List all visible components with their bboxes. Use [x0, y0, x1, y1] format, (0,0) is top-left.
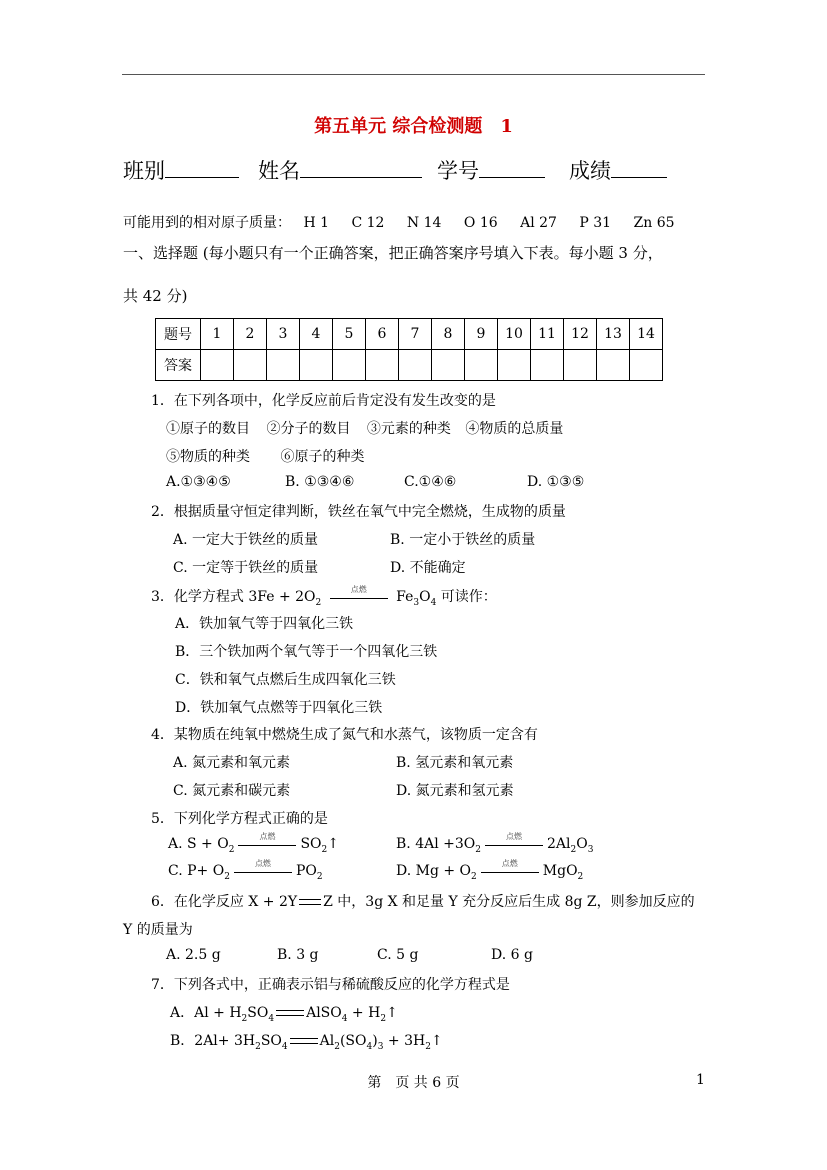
answer-cell[interactable]: [564, 350, 597, 381]
info-class: [123, 155, 239, 185]
q-number: 10: [498, 319, 531, 350]
q5-option-b[interactable]: B. $4Al +3O_2$ 点燃 $2Al_2O_3$: [396, 832, 594, 855]
q2-stem: 2．根据质量守恒定律判断，铁丝在氧气中完全燃烧，生成物的质量: [151, 504, 566, 520]
q5-stem: 5．下列化学方程式正确的是: [151, 811, 328, 827]
answer-cell[interactable]: [399, 350, 432, 381]
class-blank[interactable]: [165, 159, 239, 178]
q6-option-c[interactable]: C. 5 g: [377, 947, 419, 963]
answer-cell[interactable]: [498, 350, 531, 381]
q4-option-c[interactable]: C. 氮元素和碳元素: [173, 783, 291, 799]
q6-line1: [151, 891, 695, 911]
q6-line1-a: 6．在化学反应 X + 2Y: [151, 894, 298, 910]
reaction-arrow: [238, 832, 296, 851]
q3-option-d[interactable]: D．铁加氧气点燃等于四氧化三铁: [175, 700, 383, 716]
mass-al: Al 27: [520, 215, 557, 231]
q1-item: ④物质的总质量: [465, 421, 564, 437]
answer-cell[interactable]: [432, 350, 465, 381]
name-label: 姓名: [258, 159, 300, 183]
atomic-mass-line: [123, 212, 675, 232]
section1-line1: 一、选择题 (每小题只有一个正确答案，把正确答案序号填入下表。每小题 3 分，: [123, 244, 663, 262]
q1-option-a[interactable]: A.①③④⑤: [166, 474, 231, 490]
reaction-arrow: [330, 585, 388, 604]
header-rule: [122, 74, 705, 75]
q-number: 9: [465, 319, 498, 350]
answer-table-answer-row: [156, 350, 663, 381]
q6-line2: Y 的质量为: [123, 922, 193, 938]
answer-cell[interactable]: [531, 350, 564, 381]
mass-p: P 31: [579, 215, 612, 231]
mass-n: N 14: [406, 215, 442, 231]
q4-option-d[interactable]: D. 氮元素和氢元素: [396, 783, 514, 799]
arrow-line: [234, 872, 292, 873]
q-number: 4: [300, 319, 333, 350]
mass-zn: Zn 65: [633, 215, 675, 231]
q6-option-b[interactable]: B. 3 g: [277, 947, 319, 963]
info-score: [569, 155, 667, 185]
q3-option-a[interactable]: A．铁加氧气等于四氧化三铁: [175, 616, 354, 632]
q6-option-a[interactable]: A. 2.5 g: [166, 947, 221, 963]
q1-items-line2: [166, 446, 364, 466]
answer-table: [155, 318, 663, 381]
q-number: 14: [630, 319, 663, 350]
q2-option-b[interactable]: B. 一定小于铁丝的质量: [390, 532, 536, 548]
q1-items-line1: [166, 418, 563, 438]
q-number: 7: [399, 319, 432, 350]
answer-cell[interactable]: [465, 350, 498, 381]
q4-option-b[interactable]: B. 氢元素和氧元素: [396, 755, 514, 771]
q1-option-d[interactable]: D. ①③⑤: [527, 474, 585, 490]
q-number: 12: [564, 319, 597, 350]
q1-item: ③元素的种类: [366, 421, 451, 437]
reaction-arrow: [234, 859, 292, 878]
q6-option-d[interactable]: D. 6 g: [491, 947, 533, 963]
q5-option-d[interactable]: D. $Mg + O_2$ 点燃 MgO$_2$: [396, 859, 584, 882]
arrow-line: [481, 872, 539, 873]
q1-option-c[interactable]: C.①④⑥: [404, 474, 457, 490]
reaction-arrow: [485, 832, 543, 851]
q-number: 3: [267, 319, 300, 350]
id-blank[interactable]: [479, 159, 545, 178]
equals-sign: [299, 899, 321, 905]
q-number: 13: [597, 319, 630, 350]
answer-cell[interactable]: [597, 350, 630, 381]
answer-cell[interactable]: [333, 350, 366, 381]
q3-stem-post: 可读作：: [440, 589, 497, 605]
q1-stem: 1．在下列各项中，化学反应前后肯定没有发生改变的是: [151, 393, 496, 409]
answer-cell[interactable]: [366, 350, 399, 381]
row-label-number: 题号: [156, 319, 201, 350]
q1-option-b[interactable]: B. ①③④⑥: [285, 474, 355, 490]
answer-cell[interactable]: [630, 350, 663, 381]
q3-option-b[interactable]: B．三个铁加两个氧气等于一个四氧化三铁: [175, 644, 438, 660]
reaction-condition: 点燃: [501, 859, 518, 868]
q3-stem-pre: 3．化学方程式 3Fe + 2O: [151, 589, 316, 605]
q-number: 1: [201, 319, 234, 350]
reaction-condition: 点燃: [254, 859, 271, 868]
q1-item: ①原子的数目: [166, 421, 250, 437]
q2-option-a[interactable]: A. 一定大于铁丝的质量: [173, 532, 319, 548]
q2-option-c[interactable]: C. 一定等于铁丝的质量: [173, 560, 319, 576]
q7-option-a[interactable]: A．$Al + H_2SO_4$ AlSO$_4$ + $H_2↑$: [170, 1005, 398, 1024]
atomic-mass-label: 可能用到的相对原子质量：: [123, 215, 291, 231]
answer-cell[interactable]: [234, 350, 267, 381]
answer-table-header-row: [156, 319, 663, 350]
reaction-arrow: [481, 859, 539, 878]
q1-item: ⑥原子的种类: [280, 449, 365, 465]
reaction-condition: 点燃: [350, 585, 367, 594]
q4-option-a[interactable]: A. 氮元素和氧元素: [173, 755, 291, 771]
row-label-answer: 答案: [156, 350, 201, 381]
page-title: 第五单元 综合检测题 1: [314, 116, 513, 137]
q2-option-d[interactable]: D. 不能确定: [390, 560, 466, 576]
arrow-line: [238, 845, 296, 846]
equals-sign: [290, 1038, 318, 1044]
q3-stem: [151, 586, 497, 608]
score-blank[interactable]: [611, 159, 667, 178]
q5-option-c[interactable]: C. $P+ O_2$ 点燃 $PO_2$: [168, 859, 323, 882]
q-number: 6: [366, 319, 399, 350]
score-label: 成绩: [569, 159, 611, 183]
mass-c: C 12: [351, 215, 385, 231]
info-id: [437, 155, 545, 185]
q-number: 2: [234, 319, 267, 350]
name-blank[interactable]: [300, 159, 422, 178]
mass-h: H 1: [303, 215, 330, 231]
class-label: 班别: [123, 159, 165, 183]
footer-page-number: 1: [696, 1072, 705, 1088]
q6-line1-b: Z 中，3g X 和足量 Y 充分反应后生成 8g Z，则参加反应的: [323, 894, 695, 910]
answer-cell[interactable]: [300, 350, 333, 381]
q-number: 11: [531, 319, 564, 350]
q-number: 8: [432, 319, 465, 350]
q7-option-b[interactable]: B．$2Al+ 3H_2SO_4$ $Al_2(SO_4)_3$ + $3H_2↑$: [170, 1033, 443, 1052]
q3-sub: 2: [315, 597, 322, 608]
info-name: [258, 155, 422, 185]
q-number: 5: [333, 319, 366, 350]
equals-sign: [276, 1010, 304, 1016]
id-label: 学号: [437, 159, 479, 183]
footer-page-count: 第 页 共 6 页: [367, 1075, 460, 1091]
arrow-line: [485, 845, 543, 846]
section1-line2: 共 42 分): [123, 287, 188, 305]
q4-stem: 4．某物质在纯氧中燃烧生成了氮气和水蒸气，该物质一定含有: [151, 727, 538, 743]
q5-option-a[interactable]: A. $S + O_2$ 点燃 $SO_2↑$: [168, 832, 339, 855]
q1-item: ⑤物质的种类: [166, 449, 250, 465]
q3-option-c[interactable]: C．铁和氧气点燃后生成四氧化三铁: [175, 672, 396, 688]
arrow-line: [330, 598, 388, 599]
q3-product: $Fe_3O_4$: [396, 589, 437, 608]
mass-o: O 16: [463, 215, 498, 231]
reaction-condition: 点燃: [259, 832, 276, 841]
q1-item: ②分子的数目: [266, 421, 351, 437]
reaction-condition: 点燃: [505, 832, 522, 841]
answer-cell[interactable]: [201, 350, 234, 381]
q7-stem: 7．下列各式中，正确表示铝与稀硫酸反应的化学方程式是: [151, 977, 510, 993]
answer-cell[interactable]: [267, 350, 300, 381]
